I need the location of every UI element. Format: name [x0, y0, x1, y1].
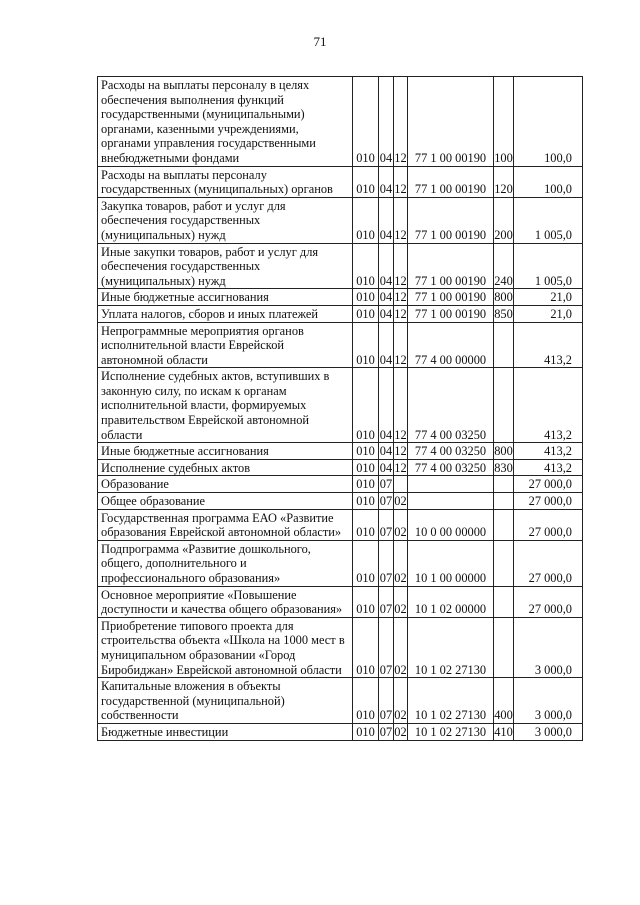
- target-code: 77 4 00 03250: [408, 368, 494, 443]
- target-code: 77 1 00 00190: [408, 77, 494, 167]
- target-code: 77 4 00 03250: [408, 443, 494, 460]
- target-code: [408, 476, 494, 493]
- amount: 27 000,0: [514, 493, 583, 510]
- page-number: 71: [313, 34, 327, 49]
- row-name: Уплата налогов, сборов и иных платежей: [98, 305, 353, 322]
- expense-type-code: [494, 586, 514, 617]
- ministry-code: 010: [353, 243, 379, 289]
- section-code: 04: [379, 243, 394, 289]
- row-name: Государственная программа ЕАО «Развитие образования Еврейской автономной области»: [98, 509, 353, 540]
- row-name: Исполнение судебных актов, вступивших в законную силу, по искам к органам исполнительной власти, формируемых правительством Еврейской автономной области: [98, 368, 353, 443]
- target-code: 10 0 00 00000: [408, 509, 494, 540]
- subsection-code: 02: [394, 617, 408, 677]
- amount: 413,2: [514, 459, 583, 476]
- ministry-code: 010: [353, 166, 379, 197]
- amount: 3 000,0: [514, 678, 583, 724]
- section-code: 07: [379, 540, 394, 586]
- subsection-code: 12: [394, 290, 407, 305]
- subsection-code: 12: [394, 444, 407, 459]
- table-row: [98, 678, 583, 724]
- row-name: Основное мероприятие «Повышение доступности и качества общего образования»: [98, 586, 353, 617]
- amount: 3 000,0: [514, 723, 583, 740]
- table-row: [98, 322, 583, 368]
- row-name: Расходы на выплаты персоналу в целях обеспечения выполнения функций государственными (муниципальными) органами, казенными учреждениями, органами управления государственными внебюджетными фондами: [98, 77, 353, 167]
- subsection-code: 12: [394, 77, 408, 167]
- table-row: [98, 368, 583, 443]
- target-code: 77 1 00 00190: [408, 305, 494, 322]
- ministry-code: 010: [353, 586, 379, 617]
- row-name: Иные бюджетные ассигнования: [98, 289, 353, 306]
- ministry-code: 010: [353, 540, 379, 586]
- section-code: 04: [379, 166, 394, 197]
- subsection-code: 02: [394, 509, 408, 540]
- subsection-code: [394, 476, 408, 493]
- amount: 3 000,0: [514, 617, 583, 677]
- ministry-code: 010: [353, 289, 379, 306]
- row-name: Исполнение судебных актов: [98, 459, 353, 476]
- subsection-code: 12: [394, 322, 408, 368]
- section-code: 04: [379, 290, 393, 305]
- table-row: [98, 509, 583, 540]
- target-code: 10 1 02 27130: [408, 678, 494, 724]
- subsection-code: 12: [394, 166, 408, 197]
- target-code: 10 1 02 27130: [408, 617, 494, 677]
- table-row: [98, 443, 583, 460]
- subsection-code: 12: [394, 460, 407, 475]
- section-code: 07: [379, 617, 394, 677]
- ministry-code: 010: [353, 617, 379, 677]
- amount: 413,2: [514, 443, 583, 460]
- table-row: [98, 586, 583, 617]
- subsection-code: 02: [394, 586, 408, 617]
- ministry-code: 010: [353, 197, 379, 243]
- target-code: 77 4 00 03250: [408, 459, 494, 476]
- amount: 27 000,0: [514, 476, 583, 493]
- row-name: Приобретение типового проекта для строительства объекта «Школа на 1000 мест в муниципальном образовании «Город Биробиджан» Еврейской автономной области: [98, 617, 353, 677]
- expense-type-code: 120: [494, 166, 514, 197]
- expense-type-code: [494, 476, 514, 493]
- ministry-code: 010: [353, 459, 379, 476]
- table-row: [98, 459, 583, 476]
- section-code: 07: [379, 724, 393, 739]
- amount: 27 000,0: [514, 540, 583, 586]
- ministry-code: 010: [353, 443, 379, 460]
- expense-type-code: 830: [494, 460, 513, 475]
- row-name: Бюджетные инвестиции: [98, 723, 353, 740]
- subsection-code: 02: [394, 494, 407, 509]
- row-name: Общее образование: [98, 493, 353, 510]
- target-code: 77 1 00 00190: [408, 243, 494, 289]
- table-row: [98, 305, 583, 322]
- ministry-code: 010: [353, 723, 379, 740]
- ministry-code: 010: [353, 678, 379, 724]
- amount: 1 005,0: [514, 243, 583, 289]
- target-code: 77 4 00 00000: [408, 322, 494, 368]
- row-name: Непрограммные мероприятия органов исполнительной власти Еврейской автономной области: [98, 322, 353, 368]
- subsection-code: 12: [394, 197, 408, 243]
- expense-type-code: 800: [494, 444, 513, 459]
- ministry-code: 010: [353, 476, 379, 493]
- subsection-code: 02: [394, 724, 407, 739]
- section-code: 07: [379, 477, 393, 492]
- expense-type-code: [494, 509, 514, 540]
- table-row: [98, 540, 583, 586]
- section-code: 04: [379, 368, 394, 443]
- table-row: [98, 243, 583, 289]
- ministry-code: 010: [353, 322, 379, 368]
- section-code: 04: [379, 322, 394, 368]
- target-code: 10 1 00 00000: [408, 540, 494, 586]
- ministry-code: 010: [353, 77, 379, 167]
- table-row: [98, 166, 583, 197]
- table-body: [98, 77, 583, 741]
- row-name: Капитальные вложения в объекты государственной (муниципальной) собственности: [98, 678, 353, 724]
- table-row: [98, 197, 583, 243]
- budget-table: [97, 76, 583, 741]
- subsection-code: 12: [394, 243, 408, 289]
- amount: 21,0: [514, 305, 583, 322]
- section-code: 04: [379, 444, 393, 459]
- target-code: [408, 493, 494, 510]
- ministry-code: 010: [353, 509, 379, 540]
- amount: 27 000,0: [514, 509, 583, 540]
- amount: 1 005,0: [514, 197, 583, 243]
- subsection-code: 02: [394, 678, 408, 724]
- ministry-code: 010: [353, 368, 379, 443]
- section-code: 04: [379, 77, 394, 167]
- section-code: 04: [379, 460, 393, 475]
- row-name: Образование: [98, 476, 353, 493]
- section-code: 07: [379, 586, 394, 617]
- amount: 413,2: [514, 368, 583, 443]
- table-row: [98, 476, 583, 493]
- table-row: [98, 723, 583, 740]
- section-code: 07: [379, 509, 394, 540]
- subsection-code: 12: [394, 306, 407, 321]
- expense-type-code: [494, 540, 514, 586]
- amount: 21,0: [514, 289, 583, 306]
- ministry-code: 010: [353, 305, 379, 322]
- expense-type-code: 240: [494, 243, 514, 289]
- amount: 27 000,0: [514, 586, 583, 617]
- row-name: Закупка товаров, работ и услуг для обеспечения государственных (муниципальных) нужд: [98, 197, 353, 243]
- target-code: 77 1 00 00190: [408, 289, 494, 306]
- target-code: 10 1 02 27130: [408, 723, 494, 740]
- expense-type-code: [494, 368, 514, 443]
- section-code: 04: [379, 306, 393, 321]
- table-row: [98, 77, 583, 167]
- ministry-code: 010: [353, 493, 379, 510]
- target-code: 10 1 02 00000: [408, 586, 494, 617]
- expense-type-code: [494, 493, 514, 510]
- section-code: 04: [379, 197, 394, 243]
- target-code: 77 1 00 00190: [408, 197, 494, 243]
- table-row: [98, 289, 583, 306]
- row-name: Расходы на выплаты персоналу государственных (муниципальных) органов: [98, 166, 353, 197]
- target-code: 77 1 00 00190: [408, 166, 494, 197]
- expense-type-code: 850: [494, 306, 513, 321]
- expense-type-code: 200: [494, 197, 514, 243]
- expense-type-code: 100: [494, 77, 514, 167]
- table-row: [98, 617, 583, 677]
- table-row: [98, 493, 583, 510]
- expense-type-code: 400: [494, 678, 514, 724]
- section-code: 07: [379, 494, 393, 509]
- subsection-code: 02: [394, 540, 408, 586]
- amount: 100,0: [514, 166, 583, 197]
- section-code: 07: [379, 678, 394, 724]
- expense-type-code: 410: [494, 724, 513, 739]
- row-name: Иные бюджетные ассигнования: [98, 443, 353, 460]
- amount: 413,2: [514, 322, 583, 368]
- amount: 100,0: [514, 77, 583, 167]
- expense-type-code: [494, 617, 514, 677]
- row-name: Иные закупки товаров, работ и услуг для обеспечения государственных (муниципальных) нужд: [98, 243, 353, 289]
- row-name: Подпрограмма «Развитие дошкольного, общего, дополнительного и профессионального образования»: [98, 540, 353, 586]
- subsection-code: 12: [394, 368, 408, 443]
- expense-type-code: 800: [494, 290, 513, 305]
- expense-type-code: [494, 322, 514, 368]
